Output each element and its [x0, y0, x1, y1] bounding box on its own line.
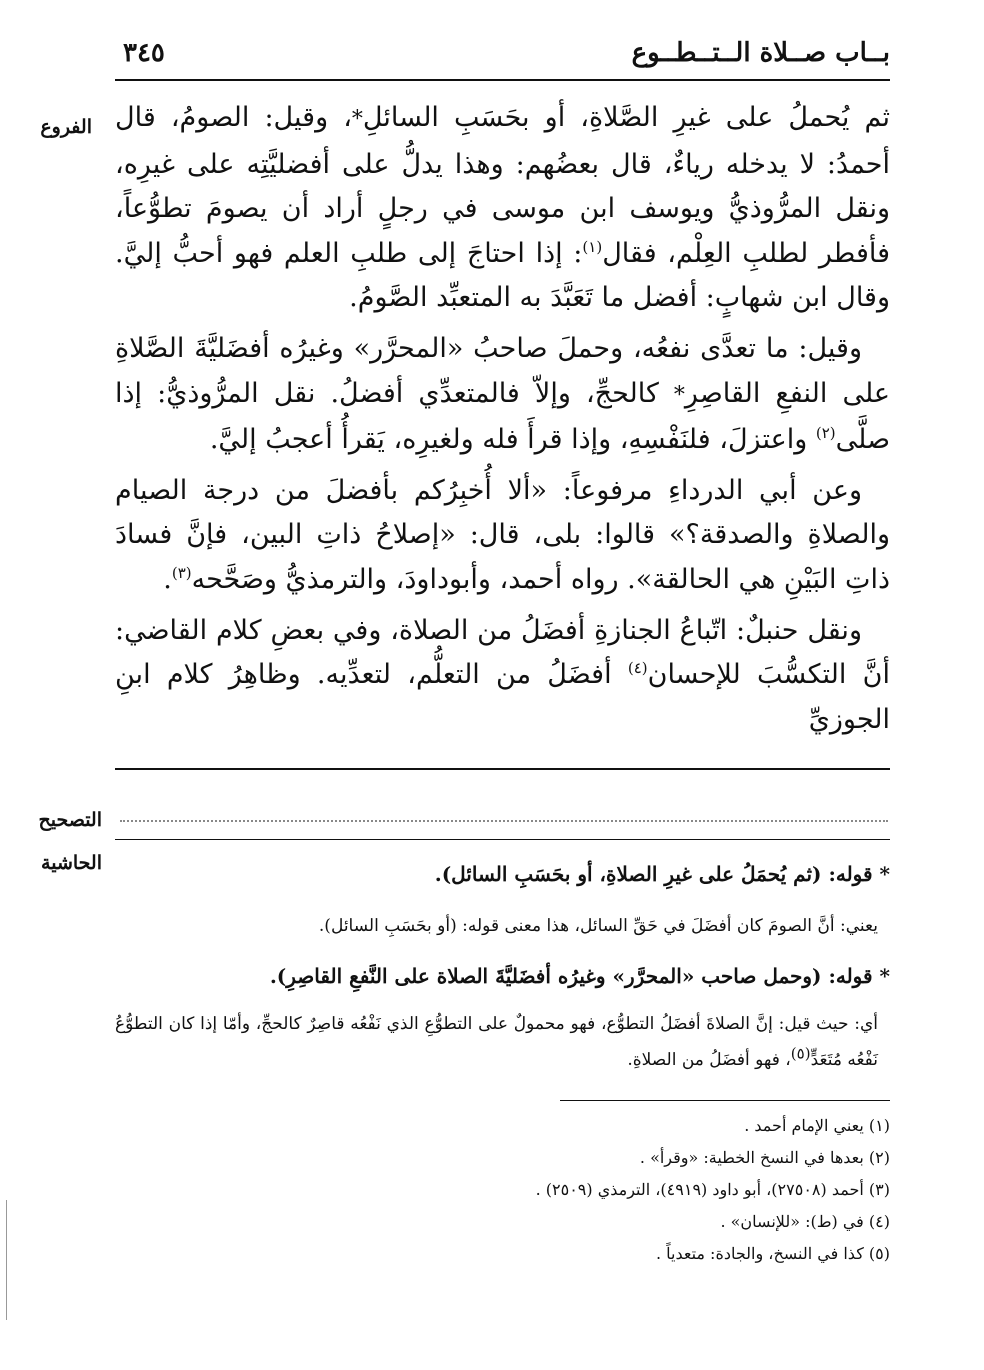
hashia-quote-2: * قوله: (وحمل صاحب «المحرَّر» وغيرُه أفضَليَّةَ الصلاة على النَّفعِ القاصِرِ).: [269, 964, 890, 988]
footnotes: [115, 1110, 890, 1270]
footnote-item: (٤) في (ط): «للإنسان» .: [720, 1212, 890, 1231]
footnote-item: (٢) بعدها في النسخ الخطية: «وقرأ» .: [639, 1148, 890, 1167]
chapter-title: بــاب صــلاة الــتــطــوع: [631, 38, 890, 68]
hashia-comment-1: يعني: أنَّ الصومَ كان أفضَلَ في حَقِّ السائل، هذا معنى قوله: (أو بحَسَبِ السائل).: [318, 916, 878, 936]
main-text-rule: [115, 768, 890, 770]
star-marker: *: [673, 382, 685, 408]
hashia-separator: [115, 839, 890, 840]
page-header: [115, 36, 890, 76]
hashia-section: [115, 852, 890, 1084]
star-marker: *: [351, 107, 363, 132]
side-label-tashih: التصحيح: [38, 809, 102, 831]
main-paragraph-1: ثم يُحملُ على غيرِ الصَّلاةِ، أو بحَسَبِ السائلِ*، وقيل: الصومُ، قال أحمدُ: لا يدخله رياءٌ، قال بعضُهم: وهذا يدلُّ على أفضليَّتِه على غيرِه، ونقل المرُّوذيُّ ويوسف ابن موسى في رجلٍ أراد أن يصومَ تطوُّعاً، فأفطر لطلبِ العِلْم، فقال$^{(١)}$: إذا احتاجَ إلى طلبِ العلم فهو أحبُّ إليَّ. وقال ابن شهابٍ: أفضل ما تَعَبَّدَ به المتعبِّد الصَّومُ.: [115, 102, 890, 314]
hashia-comment-2: أي: حيث قيل: إنَّ الصلاةَ أفضَلُ التطوُّع، فهو محمولٌ على التطوُّعِ الذي نَفْعُه قاصِرٌ كالحجِّ، وأمّا إذا كان التطوُّعُ نَفْعُه مُتَعَدٍّ(٥)، فهو أفضَلُ من الصلاةِ.: [115, 1014, 878, 1070]
footnote-ref[interactable]: (٢): [815, 424, 836, 443]
footnote-item: (٥) كذا في النسخ، والجادة: متعدياً .: [655, 1244, 890, 1263]
footnote-rule: [560, 1100, 890, 1101]
page-number: ٣٤٥: [123, 38, 165, 68]
footnote-ref[interactable]: (٤): [627, 659, 648, 678]
side-label-furu: الفروع: [40, 116, 92, 138]
scan-edge-mark: [6, 1200, 7, 1320]
main-text: [115, 96, 890, 748]
main-paragraph-2: وقيل: ما تعدَّى نفعُه، وحملَ صاحبُ «المحرَّر» وغيرُه أفضَليَّةَ الصَّلاةِ على النفعِ القاصِرِ* كالحجِّ، وإلاّ فالمتعدِّي أفضلُ. نقل المرُّوذيُّ: إذا صلَّى$^{(٢)}$ واعتزلَ، فلنَفْسِهِ، وإذا قرأَ فله ولغيرِه، يَقرأُ أعجبُ إليَّ.: [115, 332, 890, 456]
footnote-ref[interactable]: (١): [582, 237, 603, 256]
side-label-hashia: الحاشية: [41, 852, 102, 874]
header-rule: [115, 79, 890, 81]
footnote-ref[interactable]: (٥): [790, 1044, 811, 1063]
footnote-ref[interactable]: (٣): [171, 563, 192, 582]
footnote-item: (١) يعني الإمام أحمد .: [744, 1116, 890, 1135]
hashia-quote-1: * قوله: (ثم يُحمَلُ على غيرِ الصلاةِ، أو بحَسَبِ السائل).: [434, 862, 890, 886]
footnote-item: (٣) أحمد (٢٧٥٠٨)، أبو داود (٤٩١٩)، الترمذي (٢٥٠٩) .: [535, 1180, 890, 1199]
main-paragraph-4: ونقل حنبلٌ: اتّباعُ الجنازةِ أفضَلُ من الصلاة، وفي بعضِ كلام القاضي: أنَّ التكسُّبَ للإحسان$^{(٤)}$ أفضَلُ من التعلُّم، لتعدِّيه. وظاهِرُ كلام ابنِ الجوزيِّ: [115, 614, 890, 735]
tashih-dotted-line: [120, 820, 888, 822]
main-paragraph-3: وعن أبي الدرداءِ مرفوعاً: «ألا أُخبِرُكم بأفضلَ من درجة الصيام والصلاةِ والصدقة؟» قالوا: بلى، قال: «إصلاحُ ذاتِ البين، فإنَّ فسادَ ذاتِ البَيْنِ هي الحالقة». رواه أحمد، وأبوداودَ، والترمذيُّ وصَحَّحه$^{(٣)}$.: [115, 474, 890, 595]
